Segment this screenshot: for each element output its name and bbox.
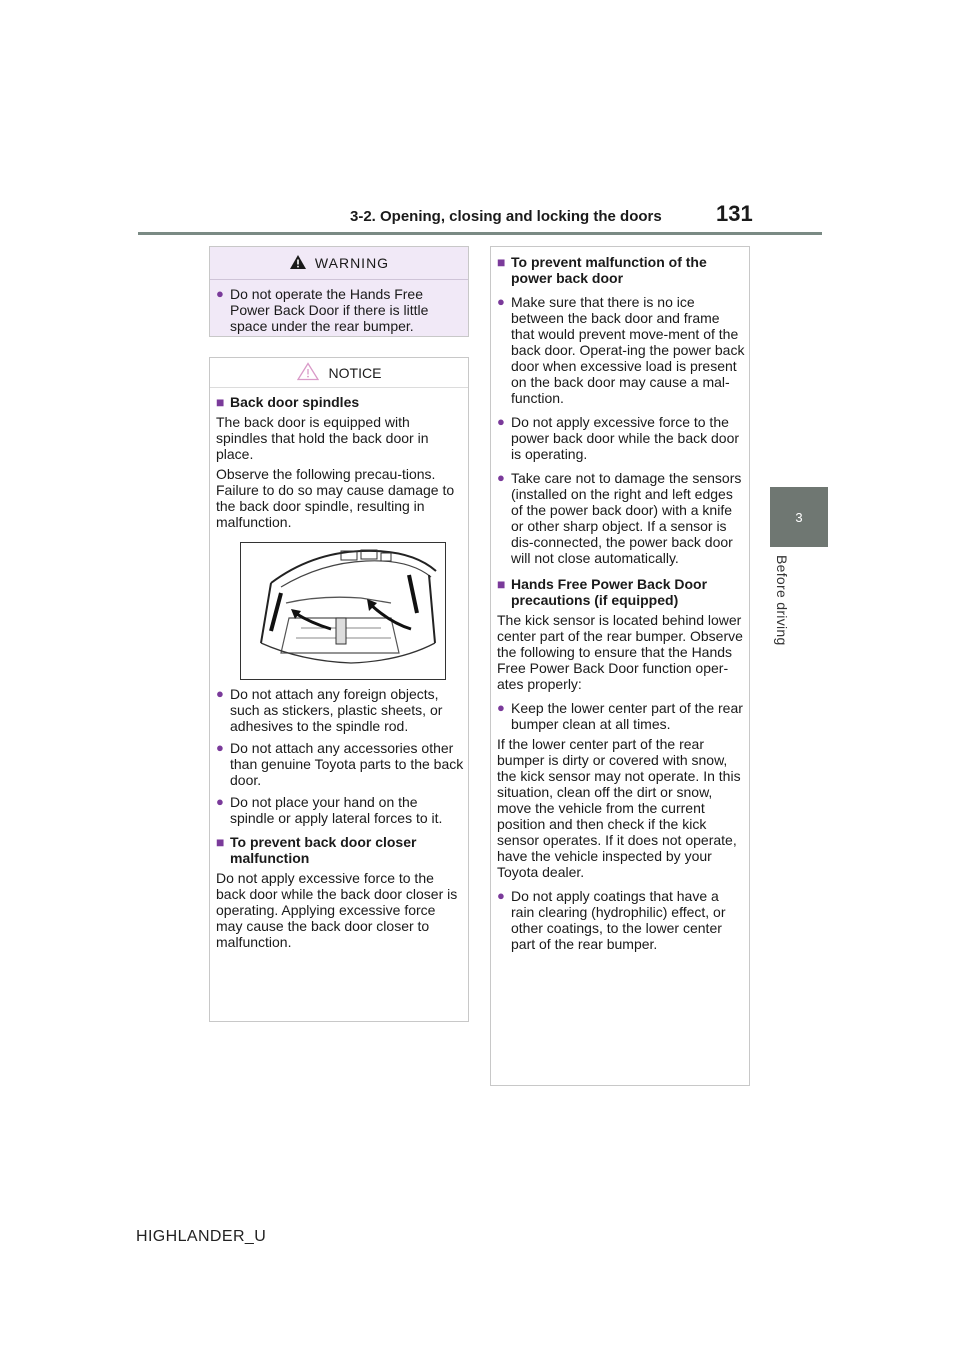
notice-paragraph: The back door is equipped with spindles that hold the back door in place. [216,414,429,462]
right-bullet: ● Do not apply excessive force to the power back door while the back door is operating. [497,414,740,462]
warning-item: ● Do not operate the Hands Free Power Back Door if there is little space under the rear bumper. [216,286,429,334]
right-bullet: ● Take care not to damage the sensors (installed on the right and left edges of the power back door) with a knife or other sharp object. If a sensor is dis-connected, the power back door will not close automatically. [497,470,742,566]
footer-model: HIGHLANDER_U [136,1228,267,1245]
right-bullet: ● Keep the lower center part of the rear bumper clean at all times. [497,700,743,732]
bullet-icon: ● [497,470,505,485]
notice-title: NOTICE [328,364,382,381]
caution-triangle-icon [297,362,319,384]
bullet-icon: ● [216,794,224,809]
right-notice-box [490,246,750,1086]
warning-header [210,247,468,280]
notice-paragraph: Do not apply excessive force to the back door while the back door closer is operating. Applying excessive force may cause the back door closer to malfunction. [216,870,458,950]
notice-heading-spindles: ■ Back door spindles [216,394,360,410]
notice-bullet: ● Do not place your hand on the spindle or apply lateral forces to it. [216,794,443,826]
warning-triangle-icon [289,254,307,273]
square-bullet-icon: ■ [497,254,506,270]
page-number: 131 [716,201,753,226]
right-bullet: ● Make sure that there is no ice between the back door and frame that would prevent move-ment of the back door. Operat-ing the power back door when excessive load is present on the back door may cause a mal-function. [497,294,745,406]
right-paragraph: If the lower center part of the rear bumper is dirty or covered with snow, the kick sensor may not operate. In this situation, clean off the dirt or snow, move the vehicle from the current position and then check if the kick sensor operates. If it does not operate, have the vehicle inspected by your Toyota dealer. [497,736,741,880]
right-heading-malfunction: ■ To prevent malfunction of the power back door [497,254,707,286]
notice-box [209,357,469,1022]
notice-header [210,358,468,388]
bullet-icon: ● [497,700,505,715]
square-bullet-icon: ■ [216,394,225,410]
square-bullet-icon: ■ [216,834,225,850]
notice-bullet: ● Do not attach any foreign objects, such as stickers, plastic sheets, or adhesives to the spindle rod. [216,686,443,734]
warning-box [209,246,469,337]
back-door-spindle-illustration [240,542,446,680]
notice-paragraph: Observe the following precau-tions. Failure to do so may cause damage to the back door spindle, resulting in malfunction. [216,466,455,530]
bullet-icon: ● [216,686,224,701]
bullet-icon: ● [497,294,505,309]
square-bullet-icon: ■ [497,576,506,592]
right-heading-hands-free: ■ Hands Free Power Back Door precautions (if equipped) [497,576,708,608]
warning-title: WARNING [314,255,390,271]
bullet-icon: ● [497,888,505,903]
chapter-label: Before driving [774,555,790,646]
chapter-number: 3 [795,509,803,525]
bullet-icon: ● [216,740,224,755]
notice-heading-closer: ■ To prevent back door closer malfunction [216,834,417,866]
bullet-icon: ● [497,414,505,429]
right-bullet: ● Do not apply coatings that have a rain clearing (hydrophilic) effect, or other coatings, to the lower center part of the rear bumper. [497,888,726,952]
notice-bullet: ● Do not attach any accessories other than genuine Toyota parts to the back door. [216,740,464,788]
bullet-icon: ● [216,286,224,301]
header-rule [138,232,822,235]
right-paragraph: The kick sensor is located behind lower center part of the rear bumper. Observe the following to ensure that the Hands Free Power Back Door function oper-ates properly: [497,612,743,692]
section-title: 3-2. Opening, closing and locking the doors [350,208,662,225]
chapter-tab [770,487,828,547]
